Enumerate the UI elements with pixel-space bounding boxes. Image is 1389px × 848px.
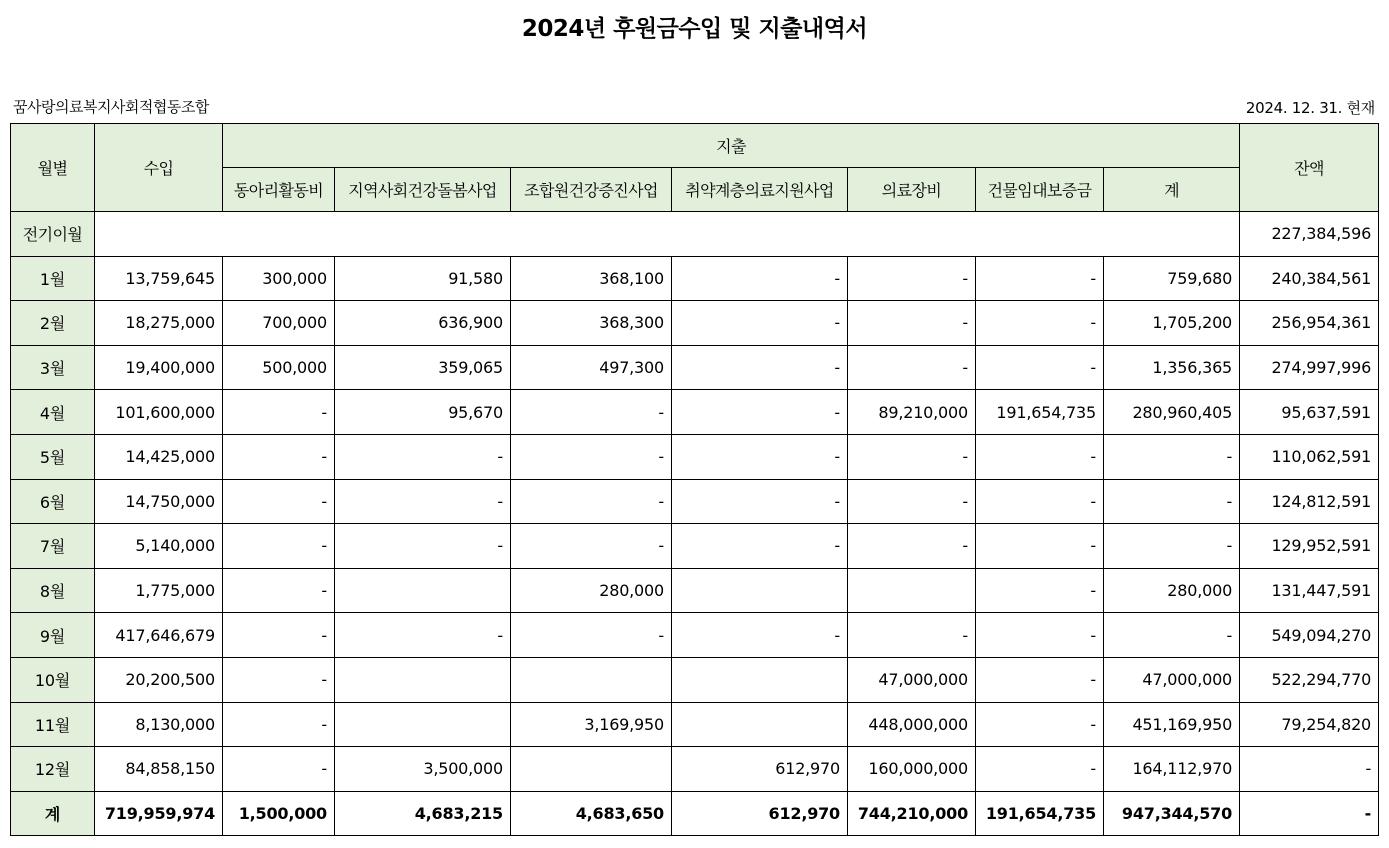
expense-member-health-cell: - <box>511 613 672 658</box>
balance-cell: 95,637,591 <box>1240 390 1379 435</box>
table-row <box>11 256 1379 301</box>
expense-lease-deposit-cell: - <box>976 747 1104 792</box>
month-label: 11월 <box>11 702 95 747</box>
total-balance: - <box>1240 791 1379 836</box>
expense-community-care-cell: 95,670 <box>335 390 511 435</box>
expense-vulnerable-medical-cell: - <box>672 613 848 658</box>
expense-lease-deposit-cell: - <box>976 702 1104 747</box>
month-label: 8월 <box>11 568 95 613</box>
income-cell: 84,858,150 <box>95 747 223 792</box>
income-cell: 1,775,000 <box>95 568 223 613</box>
income-cell: 5,140,000 <box>95 524 223 569</box>
table-row <box>11 479 1379 524</box>
expense-equipment-cell: 89,210,000 <box>848 390 976 435</box>
table-row <box>11 747 1379 792</box>
income-cell: 14,750,000 <box>95 479 223 524</box>
table-row <box>11 657 1379 702</box>
expense-subtotal-cell: - <box>1104 434 1240 479</box>
balance-cell: 274,997,996 <box>1240 345 1379 390</box>
expense-community-care-cell <box>335 568 511 613</box>
balance-cell: 256,954,361 <box>1240 301 1379 346</box>
header-expenditure: 지출 <box>223 124 1240 168</box>
expense-subtotal-cell: 280,000 <box>1104 568 1240 613</box>
expense-subtotal-cell: - <box>1104 479 1240 524</box>
expense-equipment-cell: - <box>848 524 976 569</box>
month-label: 10월 <box>11 657 95 702</box>
expense-subtotal-cell: 280,960,405 <box>1104 390 1240 435</box>
income-cell: 18,275,000 <box>95 301 223 346</box>
header-expense-lease-deposit: 건물임대보증금 <box>976 168 1104 212</box>
expense-member-health-cell: 497,300 <box>511 345 672 390</box>
expense-club-cell: - <box>223 747 335 792</box>
expense-lease-deposit-cell: 191,654,735 <box>976 390 1104 435</box>
total-section <box>11 791 1379 836</box>
table-row <box>11 613 1379 658</box>
expense-vulnerable-medical-cell <box>672 657 848 702</box>
income-cell: 13,759,645 <box>95 256 223 301</box>
expense-equipment-cell: - <box>848 256 976 301</box>
expense-club-cell: 500,000 <box>223 345 335 390</box>
expense-club-cell: - <box>223 657 335 702</box>
expense-member-health-cell: - <box>511 434 672 479</box>
expense-vulnerable-medical-cell: - <box>672 301 848 346</box>
prior-carryover-label: 전기이월 <box>11 212 95 257</box>
month-label: 5월 <box>11 434 95 479</box>
header-expense-equipment: 의료장비 <box>848 168 976 212</box>
balance-cell: 129,952,591 <box>1240 524 1379 569</box>
expense-vulnerable-medical-cell: - <box>672 390 848 435</box>
page-title: 2024년 후원금수입 및 지출내역서 <box>521 16 868 42</box>
expense-club-cell: - <box>223 568 335 613</box>
expense-member-health-cell: 280,000 <box>511 568 672 613</box>
expense-lease-deposit-cell: - <box>976 256 1104 301</box>
expense-equipment-cell: 160,000,000 <box>848 747 976 792</box>
expense-community-care-cell: - <box>335 524 511 569</box>
prior-carryover-row <box>11 212 1379 257</box>
month-label: 12월 <box>11 747 95 792</box>
expense-club-cell: 700,000 <box>223 301 335 346</box>
expense-community-care-cell <box>335 657 511 702</box>
expense-lease-deposit-cell: - <box>976 479 1104 524</box>
expense-vulnerable-medical-cell: - <box>672 524 848 569</box>
income-expenditure-table <box>10 123 1379 836</box>
as-of-date: 2024. 12. 31. 현재 <box>1245 99 1375 117</box>
expense-subtotal-cell: 47,000,000 <box>1104 657 1240 702</box>
table-row <box>11 301 1379 346</box>
expense-vulnerable-medical-cell: - <box>672 479 848 524</box>
expense-lease-deposit-cell: - <box>976 524 1104 569</box>
expense-community-care-cell: 636,900 <box>335 301 511 346</box>
table-row <box>11 390 1379 435</box>
table-row <box>11 568 1379 613</box>
table-row <box>11 345 1379 390</box>
expense-community-care-cell <box>335 702 511 747</box>
prior-carryover-blank <box>95 212 1240 257</box>
balance-cell: 79,254,820 <box>1240 702 1379 747</box>
total-label: 계 <box>11 791 95 836</box>
table-body <box>11 212 1379 257</box>
expense-member-health-cell: 3,169,950 <box>511 702 672 747</box>
expense-subtotal-cell: 164,112,970 <box>1104 747 1240 792</box>
header-month: 월별 <box>11 124 95 212</box>
expense-subtotal-cell: 451,169,950 <box>1104 702 1240 747</box>
expense-community-care-cell: - <box>335 434 511 479</box>
total-expense-club: 1,500,000 <box>223 791 335 836</box>
expense-equipment-cell <box>848 568 976 613</box>
expense-member-health-cell: - <box>511 479 672 524</box>
month-label: 9월 <box>11 613 95 658</box>
total-row <box>11 791 1379 836</box>
expense-club-cell: - <box>223 613 335 658</box>
month-label: 3월 <box>11 345 95 390</box>
expense-equipment-cell: - <box>848 479 976 524</box>
total-expense-lease-deposit: 191,654,735 <box>976 791 1104 836</box>
month-label: 2월 <box>11 301 95 346</box>
income-cell: 417,646,679 <box>95 613 223 658</box>
expense-vulnerable-medical-cell: - <box>672 345 848 390</box>
balance-cell: 549,094,270 <box>1240 613 1379 658</box>
expense-subtotal-cell: 1,705,200 <box>1104 301 1240 346</box>
expense-subtotal-cell: - <box>1104 524 1240 569</box>
expense-equipment-cell: - <box>848 434 976 479</box>
expense-member-health-cell <box>511 747 672 792</box>
expense-subtotal-cell: 1,356,365 <box>1104 345 1240 390</box>
table-row <box>11 434 1379 479</box>
expense-community-care-cell: - <box>335 613 511 658</box>
month-label: 4월 <box>11 390 95 435</box>
balance-cell: 240,384,561 <box>1240 256 1379 301</box>
balance-cell: 124,812,591 <box>1240 479 1379 524</box>
expense-equipment-cell: - <box>848 345 976 390</box>
expense-community-care-cell: 91,580 <box>335 256 511 301</box>
income-cell: 19,400,000 <box>95 345 223 390</box>
expense-club-cell: - <box>223 479 335 524</box>
month-label: 1월 <box>11 256 95 301</box>
expense-vulnerable-medical-cell <box>672 702 848 747</box>
total-expense-member-health: 4,683,650 <box>511 791 672 836</box>
expense-lease-deposit-cell: - <box>976 613 1104 658</box>
monthly-rows <box>11 256 1379 791</box>
expense-vulnerable-medical-cell <box>672 568 848 613</box>
balance-cell: 131,447,591 <box>1240 568 1379 613</box>
income-cell: 8,130,000 <box>95 702 223 747</box>
expense-member-health-cell: - <box>511 524 672 569</box>
prior-carryover-balance: 227,384,596 <box>1240 212 1379 257</box>
expense-lease-deposit-cell: - <box>976 657 1104 702</box>
expense-subtotal-cell: 759,680 <box>1104 256 1240 301</box>
month-label: 7월 <box>11 524 95 569</box>
balance-cell: 522,294,770 <box>1240 657 1379 702</box>
total-expense-community-care: 4,683,215 <box>335 791 511 836</box>
total-income: 719,959,974 <box>95 791 223 836</box>
expense-equipment-cell: - <box>848 613 976 658</box>
expense-vulnerable-medical-cell: 612,970 <box>672 747 848 792</box>
header-expense-club: 동아리활동비 <box>223 168 335 212</box>
total-expense-subtotal: 947,344,570 <box>1104 791 1240 836</box>
expense-vulnerable-medical-cell: - <box>672 256 848 301</box>
expense-lease-deposit-cell: - <box>976 301 1104 346</box>
table-row <box>11 524 1379 569</box>
expense-subtotal-cell: - <box>1104 613 1240 658</box>
expense-community-care-cell: 3,500,000 <box>335 747 511 792</box>
expense-community-care-cell: 359,065 <box>335 345 511 390</box>
expense-equipment-cell: 448,000,000 <box>848 702 976 747</box>
expense-lease-deposit-cell: - <box>976 345 1104 390</box>
expense-club-cell: - <box>223 434 335 479</box>
organization-name: 꿈사랑의료복지사회적협동조합 <box>13 98 209 116</box>
expense-equipment-cell: - <box>848 301 976 346</box>
header-expense-community-care: 지역사회건강돌봄사업 <box>335 168 511 212</box>
header-expense-member-health: 조합원건강증진사업 <box>511 168 672 212</box>
month-label: 6월 <box>11 479 95 524</box>
header-balance: 잔액 <box>1240 124 1379 212</box>
expense-equipment-cell: 47,000,000 <box>848 657 976 702</box>
total-expense-equipment: 744,210,000 <box>848 791 976 836</box>
expense-vulnerable-medical-cell: - <box>672 434 848 479</box>
expense-club-cell: 300,000 <box>223 256 335 301</box>
balance-cell: 110,062,591 <box>1240 434 1379 479</box>
expense-club-cell: - <box>223 702 335 747</box>
table-header <box>11 124 1379 212</box>
header-expense-subtotal: 계 <box>1104 168 1240 212</box>
expense-club-cell: - <box>223 390 335 435</box>
expense-lease-deposit-cell: - <box>976 434 1104 479</box>
expense-member-health-cell: - <box>511 390 672 435</box>
header-expense-vulnerable-medical: 취약계층의료지원사업 <box>672 168 848 212</box>
income-cell: 14,425,000 <box>95 434 223 479</box>
expense-member-health-cell: 368,300 <box>511 301 672 346</box>
balance-cell: - <box>1240 747 1379 792</box>
expense-member-health-cell: 368,100 <box>511 256 672 301</box>
expense-community-care-cell: - <box>335 479 511 524</box>
expense-lease-deposit-cell: - <box>976 568 1104 613</box>
income-cell: 101,600,000 <box>95 390 223 435</box>
table-row <box>11 702 1379 747</box>
expense-member-health-cell <box>511 657 672 702</box>
expense-club-cell: - <box>223 524 335 569</box>
header-income: 수입 <box>95 124 223 212</box>
income-cell: 20,200,500 <box>95 657 223 702</box>
total-expense-vulnerable-medical: 612,970 <box>672 791 848 836</box>
